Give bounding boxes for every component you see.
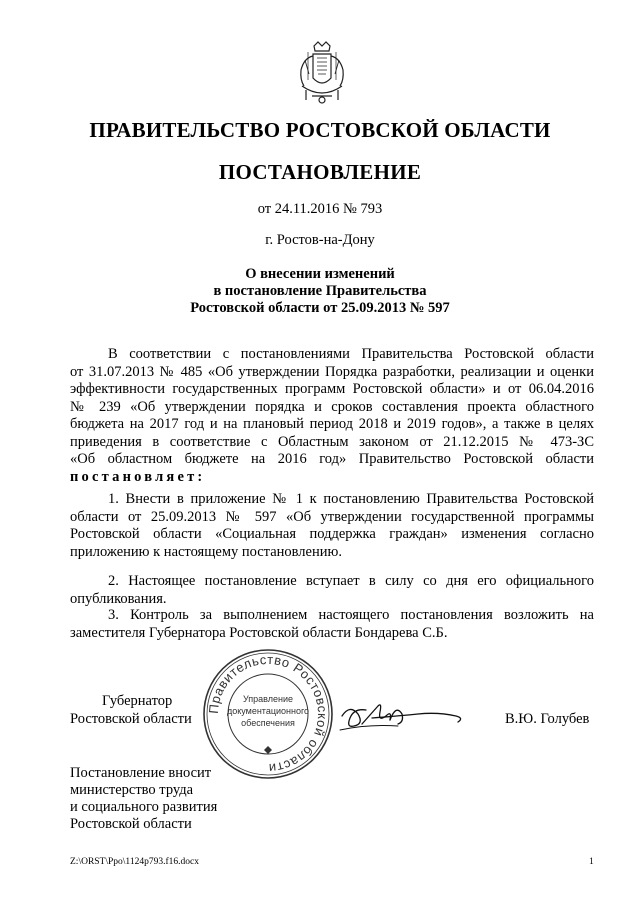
subject-line: О внесении изменений	[245, 266, 395, 282]
document-type: ПОСТАНОВЛЕНИЕ	[218, 160, 422, 184]
decree-item	[70, 573, 594, 608]
preamble-line: от 31.07.2013 № 485 «Об утверждении Порядка разработки, реализации и оценки	[70, 363, 594, 380]
government-title: ПРАВИТЕЛЬСТВО РОСТОВСКОЙ ОБЛАСТИ	[89, 118, 551, 142]
subject-line: в постановление Правительства	[213, 283, 427, 299]
signatory-post: Губернатор	[102, 693, 173, 709]
signatory-name: В.Ю. Голубев	[505, 711, 590, 727]
preamble-paragraph	[70, 346, 594, 486]
decree-item-line: 1. Внести в приложение № 1 к постановлению Правительства Ростовской	[108, 491, 594, 507]
decree-item	[70, 607, 594, 642]
decree-item-line: заместителя Губернатора Ростовской области Бондарева С.Б.	[70, 624, 448, 641]
decree-item-line: области от 25.09.2013 № 597 «Об утверждении государственной программы	[70, 508, 594, 525]
seal-inner-line: Управление	[242, 694, 294, 704]
preamble-line: № 239 «Об утверждении порядка и сроков составления проекта областного	[70, 398, 594, 415]
coat-of-arms-icon	[296, 40, 348, 106]
seal-inner-line: обеспечения	[241, 718, 295, 728]
decrees-word: постановляет:	[70, 468, 206, 485]
signatory-region: Ростовской области	[70, 711, 192, 727]
subject-line: Ростовской области от 25.09.2013 № 597	[190, 300, 450, 316]
document-city: г. Ростов-на-Дону	[265, 232, 375, 248]
decree-item-line: 2. Настоящее постановление вступает в силу со дня его официального	[108, 573, 594, 589]
decree-item-line: Ростовской области «Социальная поддержка граждан» изменения согласно	[70, 526, 594, 542]
decree-item-line: приложению к настоящему постановлению.	[70, 543, 342, 560]
footer-file-path: Z:\ORST\Ppo\1124p793.f16.docx	[70, 857, 199, 867]
preamble-line: «Об областном бюджете на 2016 год» Правительство Ростовской области	[70, 451, 594, 467]
decree-item-line: 3. Контроль за выполнением настоящего постановления возложить на	[108, 607, 594, 623]
seal-inner-line: документационного	[226, 706, 310, 716]
issuer-line: министерство труда	[70, 782, 194, 798]
handwritten-signature-icon	[338, 694, 470, 740]
issuer-line: Ростовской области	[70, 816, 192, 832]
decree-item	[70, 491, 594, 561]
preamble-line: приведения в соответствие с Областным законом от 21.12.2015 № 473-ЗС	[70, 433, 594, 450]
decree-item-line: опубликования.	[70, 590, 167, 607]
issuer-line: и социального развития	[70, 799, 218, 815]
preamble-line: В соответствии с постановлениями Правительства Ростовской области	[108, 346, 594, 362]
footer-page-number: 1	[589, 857, 594, 867]
document-date-number: от 24.11.2016 № 793	[257, 201, 383, 217]
official-seal-icon	[200, 646, 336, 782]
preamble-line: бюджета на 2017 год и на плановый период 2018 и 2019 годов», а также в целях	[70, 416, 594, 432]
issuer-line: Постановление вносит	[70, 765, 212, 781]
preamble-line: эффективности государственных программ Ростовской области» и от 06.04.2016	[70, 381, 594, 397]
seal-outer-text: Правительство Ростовской области	[205, 651, 331, 777]
